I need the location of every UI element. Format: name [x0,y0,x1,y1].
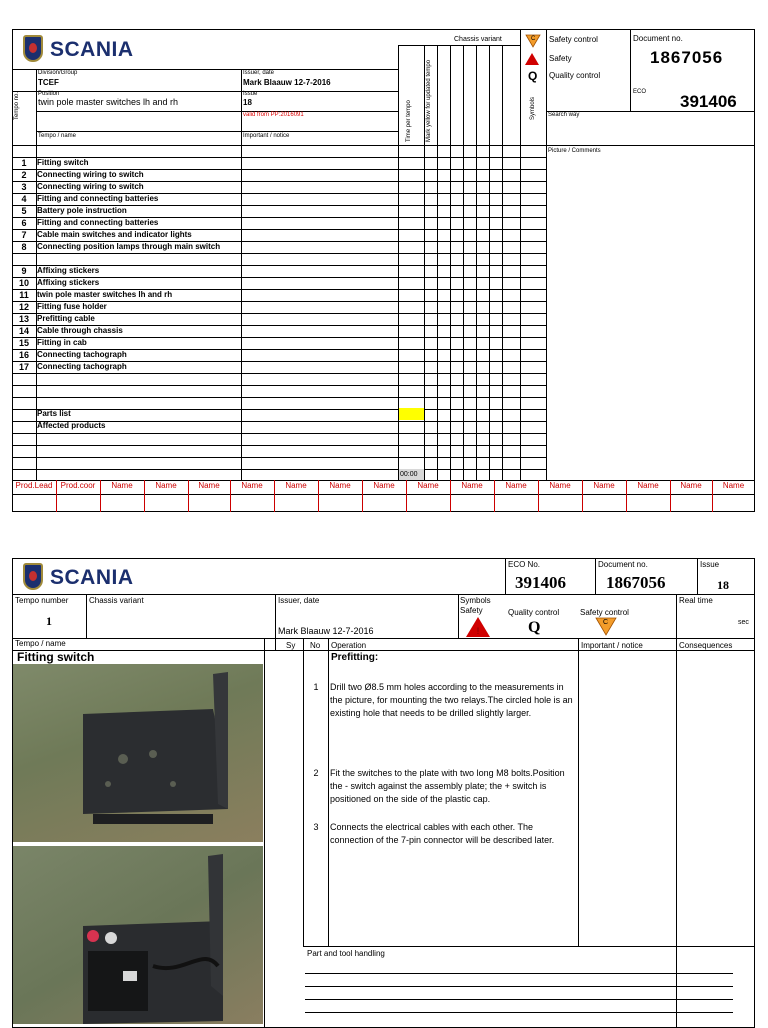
position-value: twin pole master switches lh and rh [38,97,179,107]
tempo-label: Fitting and connecting batteries [37,218,159,227]
tempo-label: Fitting in cab [37,338,87,347]
tempo-number: 7 [21,230,27,240]
tempo-number: 15 [18,338,29,348]
tempo-number-label: Tempo number [15,596,69,605]
tempo-row[interactable] [13,301,241,313]
sy-header: Sy [286,641,296,650]
important-notice-label: Important / notice [243,133,290,139]
tempo-label: Cable through chassis [37,326,123,335]
operation-number: 3 [313,822,319,832]
division-value: TCEF [38,78,59,87]
tempo-number: 11 [19,290,29,300]
tempo-row[interactable] [13,325,241,337]
tempo-label: Fitting and connecting batteries [37,194,159,203]
name-cell: Name [329,481,351,490]
tempo-name: Fitting switch [17,650,95,664]
tempo-name-label: Tempo / name [38,133,77,139]
tempo-row[interactable] [13,337,241,349]
safety-symbol-icon [524,52,540,66]
document-no-value: 1867056 [606,573,666,592]
tempo-number: 1 [21,158,27,168]
name-cell: Name [155,481,177,490]
document-no-label: Document no. [633,34,683,43]
tempo-number: 14 [18,326,29,336]
tempo-name-label: Tempo / name [15,639,66,648]
issue-label: Issue [700,560,720,569]
eco-no-label: ECO No. [508,560,541,569]
issue-label: Issue [243,91,258,97]
name-cell: Name [285,481,307,490]
tempo-number: 1 [46,614,52,628]
division-label: Division/Group [38,70,78,76]
tempo-number: 10 [18,278,29,288]
name-cell: Name [680,481,702,490]
consequences-header: Consequences [679,641,733,650]
tempo-label: Connecting position lamps through main switch [37,242,221,251]
tempo-number: 2 [21,170,27,180]
quality-control-label: Quality control [508,608,560,617]
tempo-label: Connecting tachograph [37,362,127,371]
issuer-value: Mark Blaauw 12-7-2016 [278,626,374,636]
operation-text: Connects the electrical cables with each other. The connection of the 7-pin connector will be described later. [330,822,555,845]
tempo-row[interactable] [13,361,241,373]
symbols-label: Symbols [530,96,536,120]
issuer-value: Mark Blaauw 12-7-2016 [243,78,331,87]
affected-products-label: Affected products [37,421,106,430]
tempo-row[interactable] [13,205,241,217]
tempo-label: Prefitting cable [37,314,95,323]
operation-header: Operation [331,641,367,650]
tempo-label: Fitting fuse holder [37,302,107,311]
issue-value: 18 [243,98,252,107]
tempo-row[interactable] [13,157,241,169]
photo-assembly-plate [13,664,263,842]
eco-no-value: 391406 [515,573,566,592]
important-notice-header: Important / notice [581,641,643,650]
time-per-tempo-label: Time per tempo [406,100,412,142]
real-time-label: Real time [679,596,713,605]
tempo-row[interactable] [13,277,241,289]
tempo-number: 13 [18,314,29,324]
tempo-number: 4 [21,194,27,204]
chassis-variant-label: Chassis variant [89,596,144,605]
safety-control-label: Safety control [580,608,629,617]
scania-griffin-icon [23,563,43,590]
search-way-label: Search way [548,112,580,118]
part-tool-label: Part and tool handling [307,949,385,958]
tempo-row[interactable] [13,313,241,325]
tempo-label: Connecting tachograph [37,350,127,359]
name-cell: Name [722,481,745,490]
name-cell: Name [417,481,439,490]
name-cell: Name [241,481,263,490]
tempo-row[interactable] [13,217,241,229]
tempo-row[interactable] [13,265,241,277]
brand-name: SCANIA [50,38,134,61]
tempo-label: Fitting switch [37,158,89,167]
operation-text: Fit the switches to the plate with two long M8 bolts.Position the - switch against the assembly plate; the + switch is positioned on the side of the plastic cap. [330,768,565,804]
eco-no-value: 391406 [680,92,737,111]
eco-label: ECO [633,89,647,95]
tempo-label: Affixing stickers [37,266,100,275]
no-header: No [310,641,321,650]
safety-symbol-icon [465,616,491,638]
brand-name: SCANIA [50,566,134,589]
tempo-row[interactable] [13,241,241,253]
operation-number: 1 [313,682,319,692]
sec-label: sec [738,619,749,626]
c-symbol: C [603,619,609,626]
parts-list-label: Parts list [37,409,71,418]
safety-label: Safety [460,606,483,615]
tempo-row[interactable] [13,169,241,181]
tempo-label: Affixing stickers [37,278,100,287]
tempo-number: 12 [18,302,29,312]
tempo-row[interactable] [13,181,241,193]
tempo-number: 9 [21,266,27,276]
updated-tempo-highlight [399,408,424,420]
quality-control-label: Quality control [549,71,601,80]
q-symbol-small: Q [528,69,538,83]
tempo-row[interactable] [13,349,241,361]
svg-text:!: ! [476,626,480,636]
tempo-row[interactable] [13,289,241,301]
position-label: Position [38,91,60,97]
tempo-number: 8 [21,242,27,252]
prod-lead-cell: Prod.Lead [15,481,53,490]
name-cell: Name [198,481,220,490]
tempo-number: 6 [21,218,27,228]
tempo-no-label: Tempo no. [14,91,20,120]
tempo-row[interactable] [13,229,241,241]
tempo-label: Cable main switches and indicator lights [37,230,192,239]
page-separator [0,522,768,548]
symbols-label: Symbols [460,596,491,605]
chassis-variant-label: Chassis variant [454,36,502,43]
issuer-label: Issuer, date [278,596,320,605]
total-time: 00:00 [400,471,418,478]
name-cell: Name [549,481,571,490]
valid-from: valid from PP:2016091 [243,112,304,118]
name-cell: Name [637,481,659,490]
tempo-label: Battery pole instruction [37,206,127,215]
q-symbol: Q [528,619,541,636]
operation-heading: Prefitting: [331,652,379,663]
safety-control-label: Safety control [549,35,598,44]
prod-coor-cell: Prod.coor [60,481,96,490]
tempo-number: 17 [18,362,29,372]
issue-value: 18 [717,578,729,592]
tempo-label: Connecting wiring to switch [37,182,144,191]
operation-number: 2 [313,768,319,778]
tempo-label: Connecting wiring to switch [37,170,144,179]
mark-yellow-label: Mark yellow for updated tempo [426,59,432,142]
issuer-label: Issuer, date [243,70,275,76]
tempo-number: 16 [18,350,29,360]
name-cell: Name [593,481,615,490]
photo-fitted-switches [13,846,263,1024]
operation-text: Drill two Ø8.5 mm holes according to the measurements in the picture, for mounting the two relays.The circled hole is an existing hole that needs to be drilled slightly larger. [330,682,573,718]
document-no-label: Document no. [598,560,648,569]
name-cell: Name [111,481,133,490]
document-no-value: 1867056 [650,48,724,67]
tempo-label: twin pole master switches lh and rh [37,290,173,299]
tempo-row[interactable] [13,193,241,205]
safety-label: Safety [549,54,572,63]
name-cell: Name [505,481,527,490]
picture-comments-label: Picture / Comments [548,148,601,154]
tempo-number: 3 [21,182,27,192]
name-cell: Name [461,481,483,490]
c-symbol-small: C [531,36,536,42]
tempo-number: 5 [21,206,27,216]
scania-griffin-icon [23,35,43,62]
name-cell: Name [373,481,395,490]
